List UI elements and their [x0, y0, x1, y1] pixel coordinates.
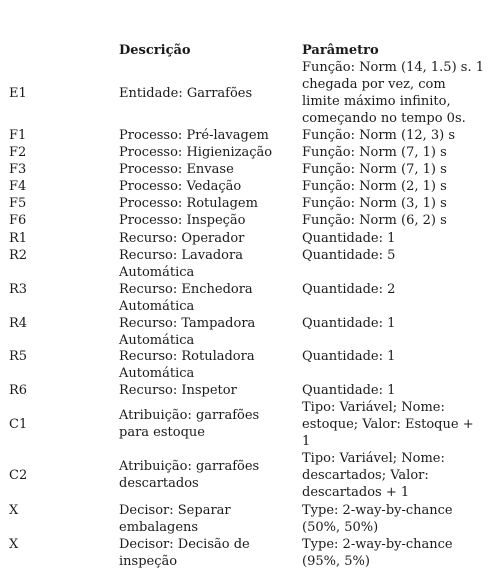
- row-description: Recurso: Enchedora Automática: [119, 282, 253, 314]
- row-parameter: Quantidade: 1: [302, 349, 396, 364]
- row-description: Atribuição: garrafões descartados: [119, 459, 260, 491]
- row-code: X: [9, 503, 19, 518]
- row-description: Recurso: Operador: [119, 231, 245, 246]
- row-parameter: Função: Norm (3, 1) s: [302, 196, 447, 211]
- row-code: X: [9, 537, 19, 552]
- row-parameter: Quantidade: 5: [302, 248, 396, 263]
- row-description: Processo: Vedação: [119, 179, 242, 194]
- row-code: R2: [9, 248, 28, 263]
- row-description: Processo: Envase: [119, 162, 234, 177]
- row-description: Processo: Higienização: [119, 145, 273, 160]
- row-code: C2: [9, 468, 28, 483]
- row-code: F3: [9, 162, 27, 177]
- row-parameter: Quantidade: 1: [302, 316, 396, 331]
- row-code: F4: [9, 179, 27, 194]
- row-parameter: Função: Norm (7, 1) s: [302, 145, 447, 160]
- row-parameter: Type: 2-way-by-chance (50%, 50%): [302, 503, 453, 535]
- row-parameter: Tipo: Variável; Nome: descartados; Valor: descartados + 1: [302, 451, 445, 500]
- row-description: Recurso: Lavadora Automática: [119, 248, 243, 280]
- row-description: Entidade: Garrafões: [119, 86, 253, 101]
- row-description: Recurso: Tampadora Automática: [119, 316, 256, 348]
- row-code: F6: [9, 213, 27, 228]
- row-parameter: Função: Norm (2, 1) s: [302, 179, 447, 194]
- row-parameter: Função: Norm (6, 2) s: [302, 213, 447, 228]
- row-description: Atribuição: garrafões para estoque: [119, 408, 260, 440]
- row-description: Decisor: Decisão de inspeção: [119, 537, 250, 569]
- row-code: F2: [9, 145, 27, 160]
- row-parameter: Quantidade: 2: [302, 282, 396, 297]
- row-parameter: Type: 2-way-by-chance (95%, 5%): [302, 537, 453, 569]
- row-description: Decisor: Separar embalagens: [119, 503, 231, 535]
- row-code: R6: [9, 383, 28, 398]
- row-description: Processo: Inspeção: [119, 213, 246, 228]
- row-description: Recurso: Rotuladora Automática: [119, 349, 255, 381]
- row-parameter: Quantidade: 1: [302, 231, 396, 246]
- row-code: R4: [9, 316, 28, 331]
- row-parameter: Função: Norm (12, 3) s: [302, 128, 456, 143]
- row-code: C1: [9, 417, 28, 432]
- row-parameter: Quantidade: 1: [302, 383, 396, 398]
- row-code: R5: [9, 349, 28, 364]
- row-code: F5: [9, 196, 27, 211]
- header-description: Descrição: [119, 43, 191, 58]
- row-parameter: Função: Norm (14, 1.5) s. 1 chegada por vez, com limite máximo infinito, começando no tempo 0s.: [302, 60, 484, 126]
- row-code: E1: [9, 86, 27, 101]
- row-parameter: Função: Norm (7, 1) s: [302, 162, 447, 177]
- row-description: Processo: Pré-lavagem: [119, 128, 269, 143]
- row-parameter: Tipo: Variável; Nome: estoque; Valor: Estoque + 1: [302, 400, 474, 449]
- row-description: Processo: Rotulagem: [119, 196, 258, 211]
- row-description: Recurso: Inspetor: [119, 383, 237, 398]
- row-code: R1: [9, 231, 28, 246]
- row-code: R3: [9, 282, 28, 297]
- header-parameter: Parâmetro: [302, 43, 379, 58]
- row-code: F1: [9, 128, 27, 143]
